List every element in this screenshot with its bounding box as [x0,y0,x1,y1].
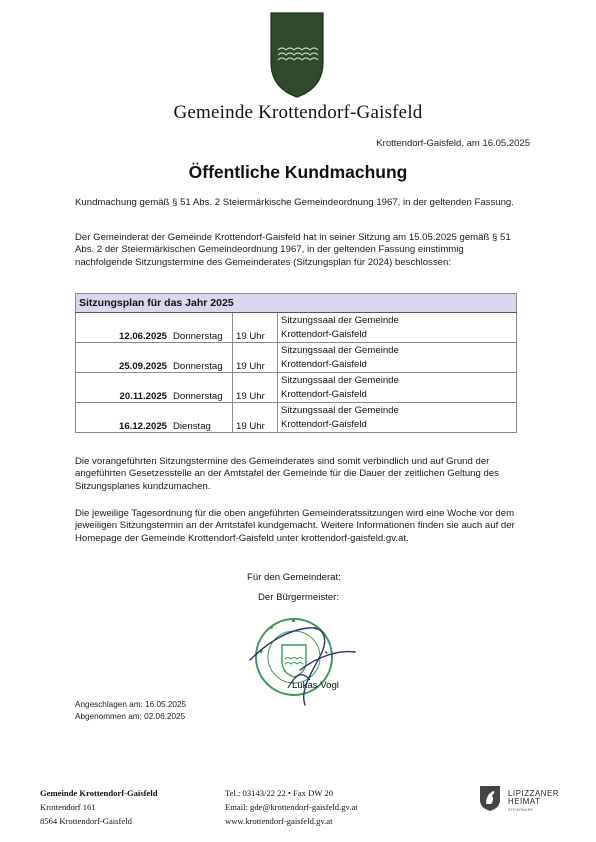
session-time: 19 Uhr [233,313,278,343]
resolution-paragraph: Der Gemeinderat der Gemeinde Krottendorf-Gaisfeld hat in seiner Sitzung am 15.05.2025 gemäß § 51 Abs. 2 der Steiermärkischen Gemeindeordnung 1967, in der geltenden Fassung einstimmig nachfolgende Sitzungstermine des Gemeinderates (Sitzungsplan für 2024) beschlossen: [75,232,511,268]
session-weekday: Dienstag [170,403,233,433]
handwritten-signature [230,600,360,710]
session-date: 20.11.2025 [76,373,171,403]
session-location: Sitzungssaal der Gemeinde Krottendorf-Gaisfeld [278,373,517,403]
session-weekday: Donnerstag [170,373,233,403]
table-row [76,373,517,403]
table-row [76,343,517,373]
for-council-label: Für den Gemeinderat: [247,572,341,583]
intro-paragraph: Kundmachung gemäß § 51 Abs. 2 Steiermärkische Gemeindeordnung 1967, in der geltenden Fassung. [75,197,514,208]
binding-paragraph: Die vorangeführten Sitzungstermine des Gemeinderates sind somit verbindlich und auf Grund der angeführten Gesetzesstelle an der Amtstafel der Gemeinde für die Dauer der zeitlichen Geltung des Sitzungsplanes kundzumachen. [75,456,499,492]
footer-phone: Tel.: 03143/22 22 • Fax DW 20 [225,788,333,798]
session-date: 12.06.2025 [76,313,171,343]
schedule-heading: Sitzungsplan für das Jahr 2025 [76,294,517,313]
removed-date: Abgenommen am: 02.06.2025 [75,712,186,721]
lipizzaner-logo-text: LIPIZZANER HEIMAT STEIERMARK [508,789,560,812]
footer-contact [225,786,358,828]
session-weekday: Donnerstag [170,343,233,373]
municipality-name: Gemeinde Krottendorf-Gaisfeld [173,102,423,123]
footer-municipality: Gemeinde Krottendorf-Gaisfeld [40,788,158,798]
footer-address [40,786,158,828]
municipal-crest-icon [270,12,324,98]
lipizzaner-horse-icon [478,784,502,812]
footer-email[interactable]: Email: gde@krottendorf-gaisfeld.gv.at [225,802,358,812]
agenda-paragraph: Die jeweilige Tagesordnung für die oben angeführten Gemeinderatssitzungen wird eine Woche vor dem jeweiligen Sitzungstermin an der Amtstafel kundgemacht. Weitere Informationen finden sie auch auf der Homepage der Gemeinde Krottendorf-Gaisfeld unter krottendorf-gaisfeld.gv.at. [75,508,515,544]
footer-street: Krottendorf 161 [40,802,96,812]
session-location: Sitzungssaal der Gemeinde Krottendorf-Gaisfeld [278,313,517,343]
posted-date: Angeschlagen am: 16.05.2025 [75,700,187,709]
session-location: Sitzungssaal der Gemeinde Krottendorf-Gaisfeld [278,343,517,373]
footer-city: 8564 Krottendorf-Gaisfeld [40,816,132,826]
schedule-table [75,293,517,433]
document-title: Öffentliche Kundmachung [188,162,408,182]
session-time: 19 Uhr [233,373,278,403]
mayor-name: Lukas Vogl [292,680,339,691]
footer-website[interactable]: www.krottendorf-gaisfeld.gv.at [225,816,333,826]
place-date: Krottendorf-Gaisfeld, am 16.05.2025 [376,138,530,149]
table-row [76,403,517,433]
session-time: 19 Uhr [233,403,278,433]
session-time: 19 Uhr [233,343,278,373]
table-row [76,313,517,343]
mayor-label: Der Bürgermeister: [258,592,340,603]
session-date: 16.12.2025 [76,403,171,433]
session-location: Sitzungssaal der Gemeinde Krottendorf-Gaisfeld [278,403,517,433]
session-weekday: Donnerstag [170,313,233,343]
session-date: 25.09.2025 [76,343,171,373]
